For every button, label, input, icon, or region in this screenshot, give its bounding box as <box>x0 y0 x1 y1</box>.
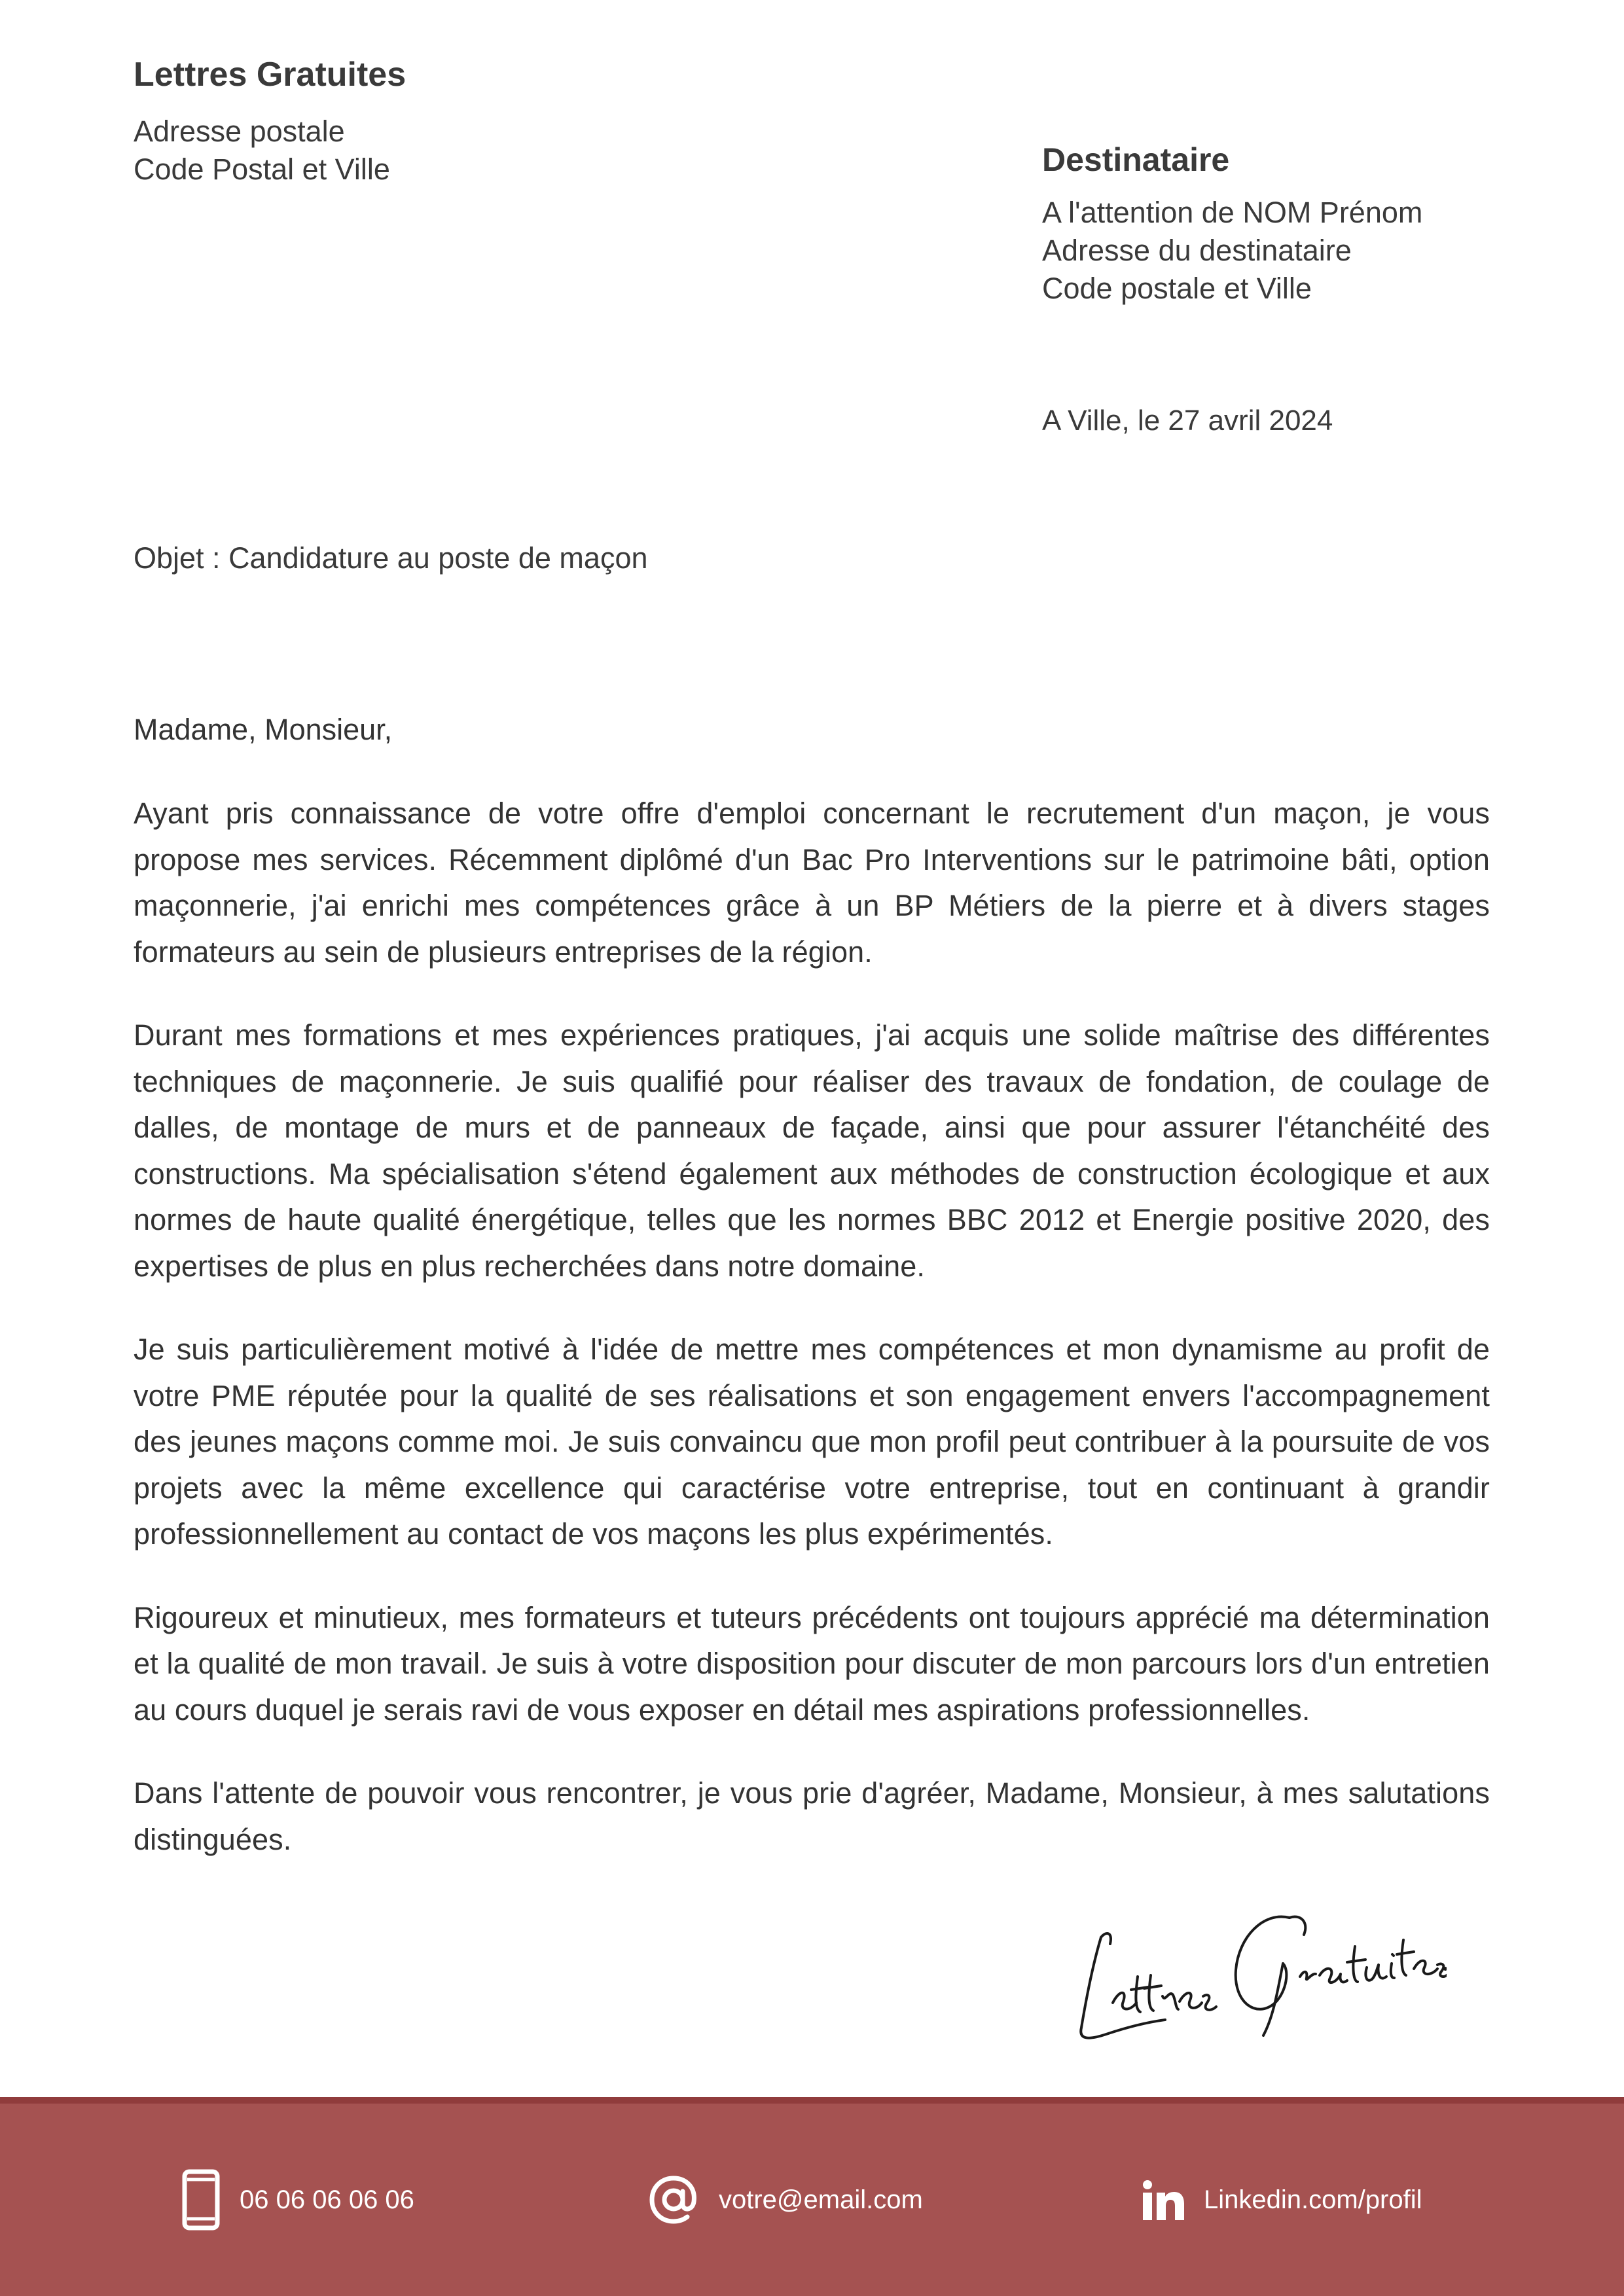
email-address[interactable]: votre@email.com <box>719 2185 923 2214</box>
recipient-title: Destinataire <box>1042 141 1230 178</box>
sender-city: Code Postal et Ville <box>134 152 390 186</box>
sender-name: Lettres Gratuites <box>134 56 406 94</box>
recipient-attention: A l'attention de NOM Prénom <box>1042 196 1423 229</box>
linkedin-icon <box>1142 2179 1184 2220</box>
at-icon <box>648 2174 699 2225</box>
paragraph-1: Ayant pris connaissance de votre offre d'emploi concernant le recrutement d'un maçon, je vous propose mes services. Récemment diplômé d'un Bac Pro Interventions sur le patrimoine bâti, option maçonnerie, j'ai enrichi mes compétences grâce à un BP Métiers de la pierre et à divers stages formateurs au sein de plusieurs entreprises de la région. <box>134 797 1490 969</box>
recipient-city: Code postale et Ville <box>1042 272 1312 305</box>
footer-email <box>648 2104 923 2296</box>
phone-number[interactable]: 06 06 06 06 06 <box>240 2185 414 2214</box>
sender-block <box>134 51 406 188</box>
recipient-address: Adresse du destinataire <box>1042 234 1352 267</box>
paragraph-3: Je suis particulièrement motivé à l'idée de mettre mes compétences et mon dynamisme au profit de votre PME réputée pour la qualité de ses réalisations et son engagement envers l'accompagnement des jeunes maçons comme moi. Je suis convaincu que mon profil peut contribuer à la poursuite de vos projets avec la même excellence qui caractérise votre entreprise, tout en continuant à grandir professionnellement au contact de vos maçons les plus expérimentés. <box>134 1333 1490 1551</box>
phone-icon <box>182 2169 220 2231</box>
recipient-block <box>1042 136 1422 308</box>
paragraph-2: Durant mes formations et mes expériences pratiques, j'ai acquis une solide maîtrise des différentes techniques de maçonnerie. Je suis qualifié pour réaliser des travaux de fondation, de coulage de dalles, de montage de murs et de panneaux de façade, ainsi que pour assurer l'étanchéité des constructions. Ma spécialisation s'étend également aux méthodes de construction écologique et aux normes de haute qualité énergétique, telles que les normes BBC 2012 et Energie positive 2020, des expertises de plus en plus recherchées dans notre domaine. <box>134 1018 1490 1283</box>
linkedin-url[interactable]: Linkedin.com/profil <box>1204 2185 1422 2214</box>
paragraph-4: Rigoureux et minutieux, mes formateurs et tuteurs précédents ont toujours apprécié ma détermination et la qualité de mon travail. Je suis à votre disposition pour discuter de mon parcours lors d'un entretien au cours duquel je serais ravi de vous exposer en détail mes aspirations professionnelles. <box>134 1600 1490 1727</box>
letter-body <box>134 707 1490 1900</box>
sender-address: Adresse postale <box>134 115 345 148</box>
handwritten-signature <box>1067 1892 1447 2055</box>
greeting: Madame, Monsieur, <box>134 713 393 746</box>
footer-phone <box>182 2104 414 2296</box>
letter-subject: Objet : Candidature au poste de maçon <box>134 541 648 575</box>
contact-footer <box>0 2097 1624 2296</box>
signature-drawing <box>1067 1892 1447 2055</box>
footer-linkedin <box>1142 2104 1422 2296</box>
letter-date: A Ville, le 27 avril 2024 <box>1042 404 1333 437</box>
paragraph-5: Dans l'attente de pouvoir vous rencontrer, je vous prie d'agréer, Madame, Monsieur, à mes salutations distinguées. <box>134 1776 1490 1856</box>
